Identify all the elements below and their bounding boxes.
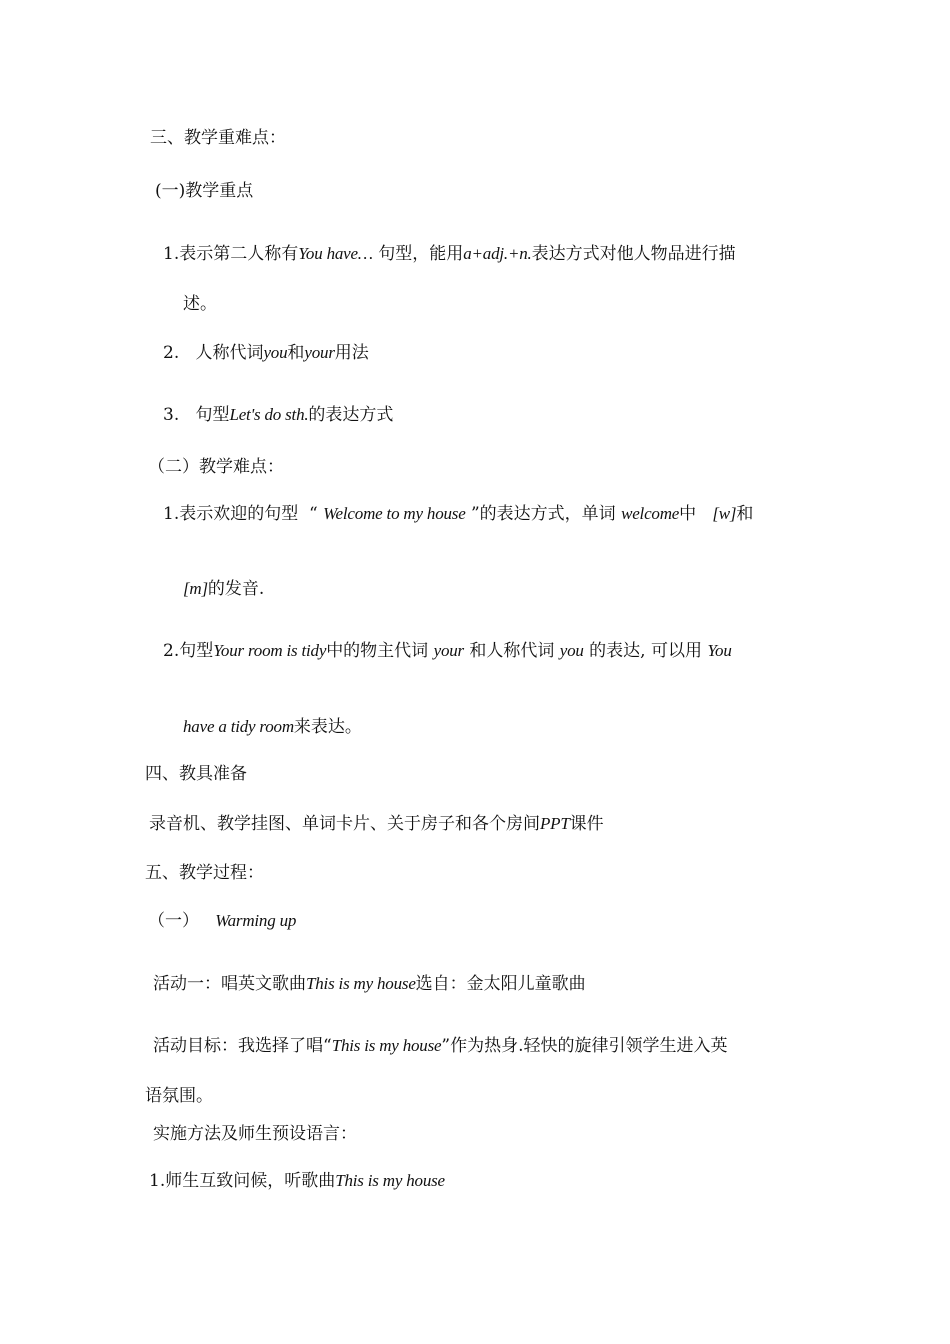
difficulty-2: 2.句型Your room is tidy中的物主代词 your 和人称代词 you 的表达, 可以用 You	[163, 641, 732, 661]
key-point-1-cont: 述。	[183, 294, 217, 314]
key-point-2: 2. 人称代词you和your用法	[163, 343, 369, 363]
key-point-1: 1.表示第二人称有You have… 句型，能用a+adj.+n.表达方式对他人物品进行描	[163, 244, 736, 264]
difficulty-1-cont: [m]的发音.	[183, 579, 265, 599]
difficulty-2-cont: have a tidy room来表达。	[183, 717, 362, 737]
section-4-title: 四、教具准备	[145, 764, 247, 784]
section-3-2-title: （二）教学难点：	[148, 457, 284, 477]
activity-goal: 活动目标：我选择了唱“This is my house”作为热身.轻快的旋律引领学生进入英	[153, 1036, 728, 1056]
section-5-1-title: （一） Warming up	[148, 911, 297, 931]
method-title: 实施方法及师生预设语言：	[153, 1124, 357, 1144]
key-point-3: 3. 句型Let's do sth.的表达方式	[163, 405, 394, 425]
section-3-1-title: (一)教学重点	[155, 181, 254, 201]
activity-goal-cont: 语氛围。	[145, 1086, 213, 1106]
section-5-title: 五、教学过程：	[145, 863, 264, 883]
section-3-title: 三、教学重难点：	[150, 128, 286, 148]
activity-1: 活动一：唱英文歌曲This is my house选自：金太阳儿童歌曲	[153, 974, 586, 994]
difficulty-1: 1.表示欢迎的句型 “ Welcome to my house ”的表达方式，单词 welcome中 [w]和	[163, 504, 754, 524]
section-4-text: 录音机、教学挂图、单词卡片、关于房子和各个房间PPT课件	[149, 814, 604, 834]
step-1: 1.师生互致问候，听歌曲This is my house	[149, 1171, 445, 1191]
